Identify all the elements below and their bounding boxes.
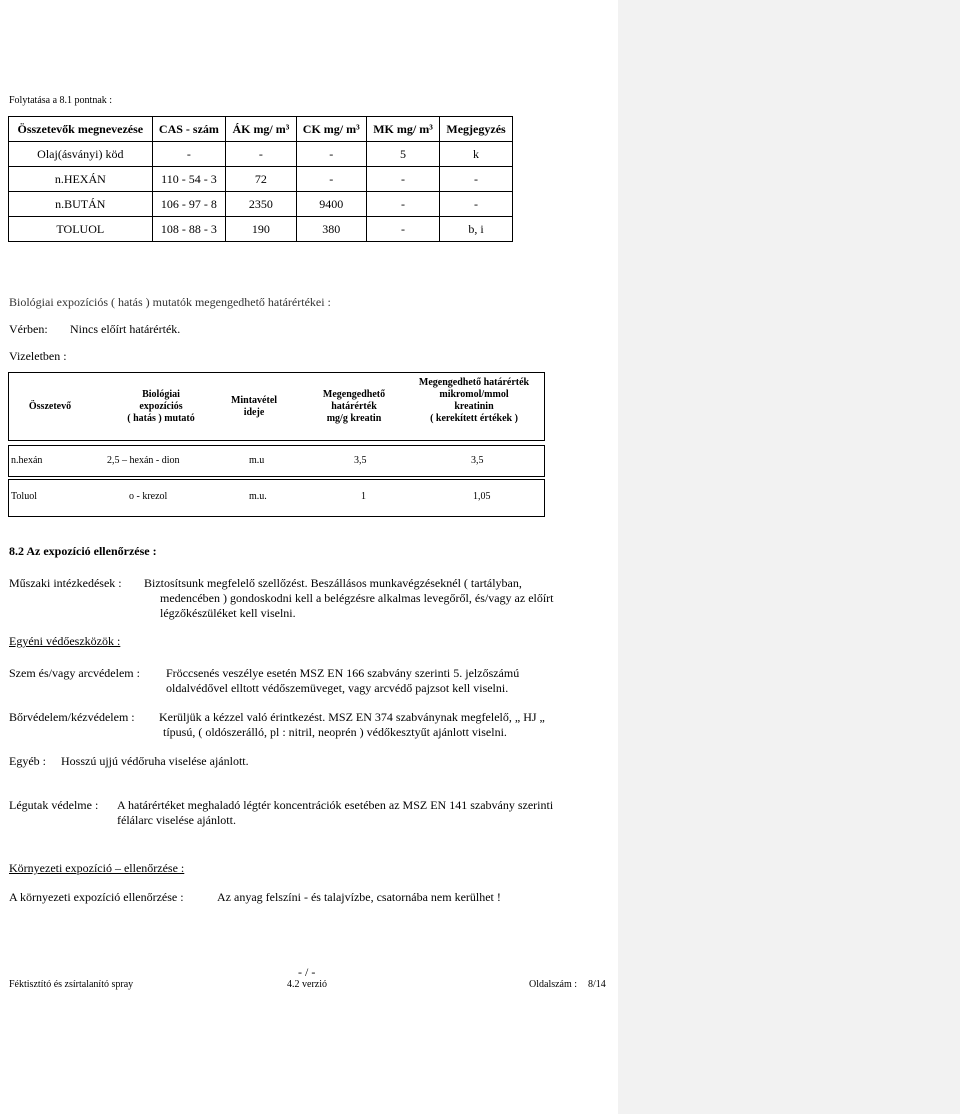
table-cell: - — [226, 142, 296, 167]
table-row — [9, 142, 513, 167]
env-heading: Környezeti expozíció – ellenőrzése : — [9, 861, 185, 875]
table-row — [9, 192, 513, 217]
env-check-label: A környezeti expozíció ellenőrzése : — [9, 890, 184, 904]
table-cell: - — [366, 192, 439, 217]
header-line: ideje — [243, 407, 265, 418]
table-cell: - — [440, 192, 513, 217]
resp-line: félálarc viselése ajánlott. — [117, 813, 236, 827]
env-check-value: Az anyag felszíni - és talajvízbe, csatornába nem kerülhet ! — [217, 890, 501, 904]
table-cell: 5 — [366, 142, 439, 167]
other-value: Hosszú ujjú védőruha viselése ajánlott. — [61, 754, 249, 768]
table-cell: 9400 — [296, 192, 366, 217]
resp-label: Légutak védelme : — [9, 798, 99, 812]
col-header: Megjegyzés — [440, 117, 513, 142]
header-line: ( hatás ) mutató — [127, 413, 195, 424]
table-row — [9, 167, 513, 192]
row-component: n.hexán — [11, 455, 43, 466]
table-cell: 110 - 54 - 3 — [152, 167, 226, 192]
header-line: Megengedhető — [322, 389, 386, 400]
row-sampling: m.u — [249, 455, 265, 466]
row-sampling: m.u. — [249, 491, 267, 502]
footer-page-value: 8/14 — [588, 979, 606, 990]
row-limit: 3,5 — [354, 455, 367, 466]
row-limit: 1 — [361, 491, 366, 502]
table-cell: 2350 — [226, 192, 296, 217]
table-cell: - — [152, 142, 226, 167]
table-cell: - — [366, 217, 439, 242]
row-limit-micro: 3,5 — [471, 455, 484, 466]
col-header: MK mg/ m³ — [366, 117, 439, 142]
technical-label: Műszaki intézkedések : — [9, 576, 122, 590]
header-line: mikromol/mmol — [439, 389, 509, 400]
table-cell: b, i — [440, 217, 513, 242]
footer-page-label: Oldalszám : — [529, 979, 578, 990]
table-cell: k — [440, 142, 513, 167]
skin-line: típusú, ( oldószerálló, pl : nitril, neoprén ) védőkesztyűt ajánlott viselni. — [163, 725, 507, 739]
urine-table-header — [8, 372, 545, 441]
footer-version: 4.2 verzió — [287, 979, 327, 990]
col-header: CK mg/ m³ — [296, 117, 366, 142]
row-limit-micro: 1,05 — [473, 491, 491, 502]
header-indicator — [101, 389, 221, 425]
header-line: Biológiai — [142, 389, 180, 400]
table-cell: 106 - 97 - 8 — [152, 192, 226, 217]
resp-line: A határértéket meghaladó légtér koncentrációk esetében az MSZ EN 141 szabvány szerinti — [117, 798, 554, 812]
row-component: Toluol — [11, 491, 37, 502]
row-indicator: o - krezol — [129, 491, 168, 502]
col-header: ÁK mg/ m³ — [226, 117, 296, 142]
table-cell: - — [366, 167, 439, 192]
table-row — [8, 445, 545, 477]
table-cell: - — [296, 167, 366, 192]
eye-line: oldalvédővel elltott védőszemüveget, vagy arcvédő pajzsot kell viselni. — [166, 681, 509, 695]
technical-line: Biztosítsunk megfelelő szellőzést. Beszállásos munkavégzéseknél ( tartályban, — [144, 576, 522, 590]
blood-label: Vérben: — [9, 322, 48, 336]
header-sampling — [214, 395, 294, 419]
header-line: kreatinin — [454, 401, 494, 412]
skin-label: Bőrvédelem/kézvédelem : — [9, 710, 135, 724]
table-header-row — [9, 117, 513, 142]
table-cell: 108 - 88 - 3 — [152, 217, 226, 242]
table-cell: 380 — [296, 217, 366, 242]
comment-sidebar — [618, 0, 960, 1114]
table-cell: 72 — [226, 167, 296, 192]
header-line: Megengedhető határérték — [418, 377, 530, 388]
table-cell: n.BUTÁN — [9, 192, 153, 217]
continuation-note: Folytatása a 8.1 pontnak : — [9, 95, 113, 106]
table-cell: Olaj(ásványi) köd — [9, 142, 153, 167]
header-line: határérték — [331, 401, 377, 412]
table-cell: n.HEXÁN — [9, 167, 153, 192]
bio-heading: Biológiai expozíciós ( hatás ) mutatók megengedhető határértékei : — [9, 295, 331, 309]
table-cell: 190 — [226, 217, 296, 242]
urine-label: Vizeletben : — [9, 349, 67, 363]
header-line: mg/g kreatin — [326, 413, 382, 424]
table-cell: - — [296, 142, 366, 167]
header-limit — [304, 389, 404, 425]
eye-line: Fröccsenés veszélye esetén MSZ EN 166 szabvány szerinti 5. jelzőszámú — [166, 666, 520, 680]
exposure-limits-table — [8, 116, 513, 242]
footer-product: Féktisztító és zsírtalanító spray — [9, 979, 134, 990]
header-line: Mintavétel — [230, 395, 278, 406]
table-row — [9, 217, 513, 242]
page-marker: - / - — [298, 965, 316, 979]
ppe-heading: Egyéni védőeszközök : — [9, 634, 121, 648]
table-cell: - — [440, 167, 513, 192]
header-component: Összetevő — [28, 401, 72, 412]
technical-line: légzőkészüléket kell viselni. — [160, 606, 296, 620]
header-line: expozíciós — [139, 401, 183, 412]
blood-value: Nincs előírt határérték. — [70, 322, 181, 336]
technical-line: medencében ) gondoskodni kell a belégzésre alkalmas levegőről, és/vagy az előírt — [160, 591, 554, 605]
table-cell: TOLUOL — [9, 217, 153, 242]
other-label: Egyéb : — [9, 754, 46, 768]
table-row — [8, 479, 545, 517]
row-indicator: 2,5 – hexán - dion — [107, 455, 180, 466]
eye-label: Szem és/vagy arcvédelem : — [9, 666, 140, 680]
skin-line: Kerüljük a kézzel való érintkezést. MSZ EN 374 szabványnak megfelelő, „ HJ „ — [159, 710, 545, 724]
col-header: CAS - szám — [152, 117, 226, 142]
header-line: ( kerekített értékek ) — [430, 413, 518, 424]
header-limit-micro — [404, 377, 544, 425]
col-header: Összetevők megnevezése — [9, 117, 153, 142]
section-8-2-title: 8.2 Az expozíció ellenőrzése : — [9, 544, 157, 558]
